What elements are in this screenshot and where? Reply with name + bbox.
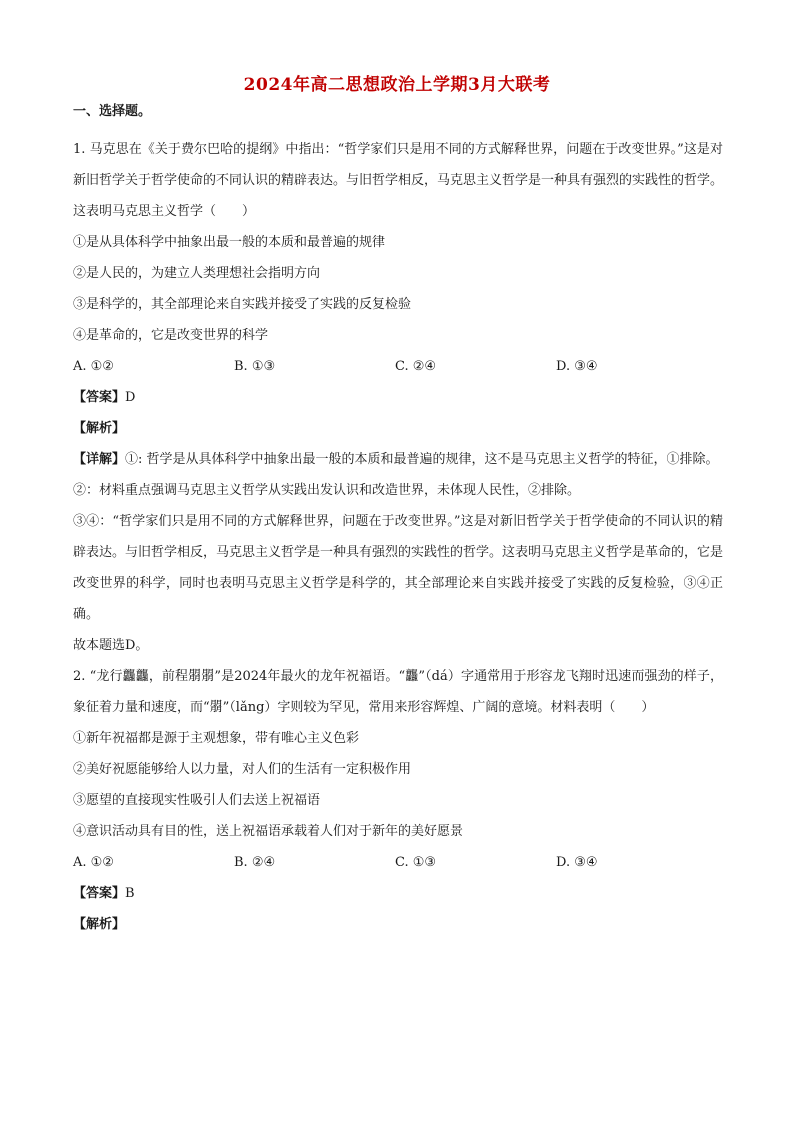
question-1-conclusion: 故本题选D。 xyxy=(73,638,149,653)
question-1-item-4: ④是革命的，它是改变世界的科学 xyxy=(73,328,269,343)
answer-value: D xyxy=(125,390,136,405)
detail-text: ①: 哲学是从具体科学中抽象出最一般的本质和最普遍的规律，这不是马克思主义哲学的特征，①排除。 xyxy=(125,452,719,467)
question-1-options xyxy=(73,351,723,382)
question-1-item-3: ③是科学的，其全部理论来自实践并接受了实践的反复检验 xyxy=(73,297,412,312)
question-2-stem: 2. “龙行龘龘，前程朤朤”是2024年最火的龙年祝福语。“龘”（dá）字通常用于形容龙飞翔时迅速而强劲的样子，象征着力量和速度，而“朤”（lǎng）字则较为罕见，常用来形容辉煌、广阔的意境。材料表明（ ） xyxy=(73,669,723,715)
question-1-item-2: ②是人民的，为建立人类理想社会指明方向 xyxy=(73,266,321,281)
question-2-option-d: D. ③④ xyxy=(556,855,598,870)
question-2-item-2: ②美好祝愿能够给人以力量，对人们的生活有一定积极作用 xyxy=(73,762,412,777)
question-1-option-b: B. ①③ xyxy=(234,359,276,374)
question-2-item-4: ④意识活动具有目的性，送上祝福语承载着人们对于新年的美好愿景 xyxy=(73,824,464,839)
question-1-detail-3: ③④：“哲学家们只是用不同的方式解释世界，问题在于改变世界。”这是对新旧哲学关于哲学使命的不同认识的精辟表达。与旧哲学相反，马克思主义哲学是一种具有强烈的实践性的哲学。这表明马克思主义哲学是革命的，它是改变世界的科学，同时也表明马克思主义哲学是科学的，其全部理论来自实践并接受了实践的反复检验，③④正确。 xyxy=(73,514,724,622)
question-2-item-1: ①新年祝福都是源于主观想象，带有唯心主义色彩 xyxy=(73,731,360,746)
question-2-answer xyxy=(73,878,723,909)
question-1-analysis-tag: 【解析】 xyxy=(73,421,126,436)
question-1-option-d: D. ③④ xyxy=(556,359,598,374)
question-1-option-c: C. ②④ xyxy=(395,359,437,374)
document-content xyxy=(73,103,723,940)
question-2-option-c: C. ①③ xyxy=(395,855,437,870)
question-1-detail-2: ②：材料重点强调马克思主义哲学从实践出发认识和改造世界，未体现人民性，②排除。 xyxy=(73,483,581,498)
answer-tag: 【答案】 xyxy=(73,390,126,405)
detail-tag: 【详解】 xyxy=(73,452,126,467)
answer-value: B xyxy=(125,886,135,901)
answer-tag: 【答案】 xyxy=(73,886,126,901)
question-1-detail-1 xyxy=(73,444,723,475)
question-2-options xyxy=(73,847,723,878)
document-title: 2024年高二思想政治上学期3月大联考 xyxy=(243,75,551,95)
question-2-analysis-tag: 【解析】 xyxy=(73,917,126,932)
question-2-item-3: ③愿望的直接现实性吸引人们去送上祝福语 xyxy=(73,793,321,808)
question-2-option-a: A. ①② xyxy=(73,855,114,870)
section-heading: 一、选择题。 xyxy=(73,104,152,119)
question-1-item-1: ①是从具体科学中抽象出最一般的本质和最普遍的规律 xyxy=(73,235,386,250)
question-1-stem: 1. 马克思在《关于费尔巴哈的提纲》中指出：“哲学家们只是用不同的方式解释世界，问题在于改变世界。”这是对新旧哲学关于哲学使命的不同认识的精辟表达。与旧哲学相反，马克思主义哲学是一种具有强烈的实践性的哲学。这表明马克思主义哲学（ ） xyxy=(73,142,724,219)
question-1-answer xyxy=(73,382,723,413)
question-1-option-a: A. ①② xyxy=(73,359,114,374)
question-2-option-b: B. ②④ xyxy=(234,855,276,870)
